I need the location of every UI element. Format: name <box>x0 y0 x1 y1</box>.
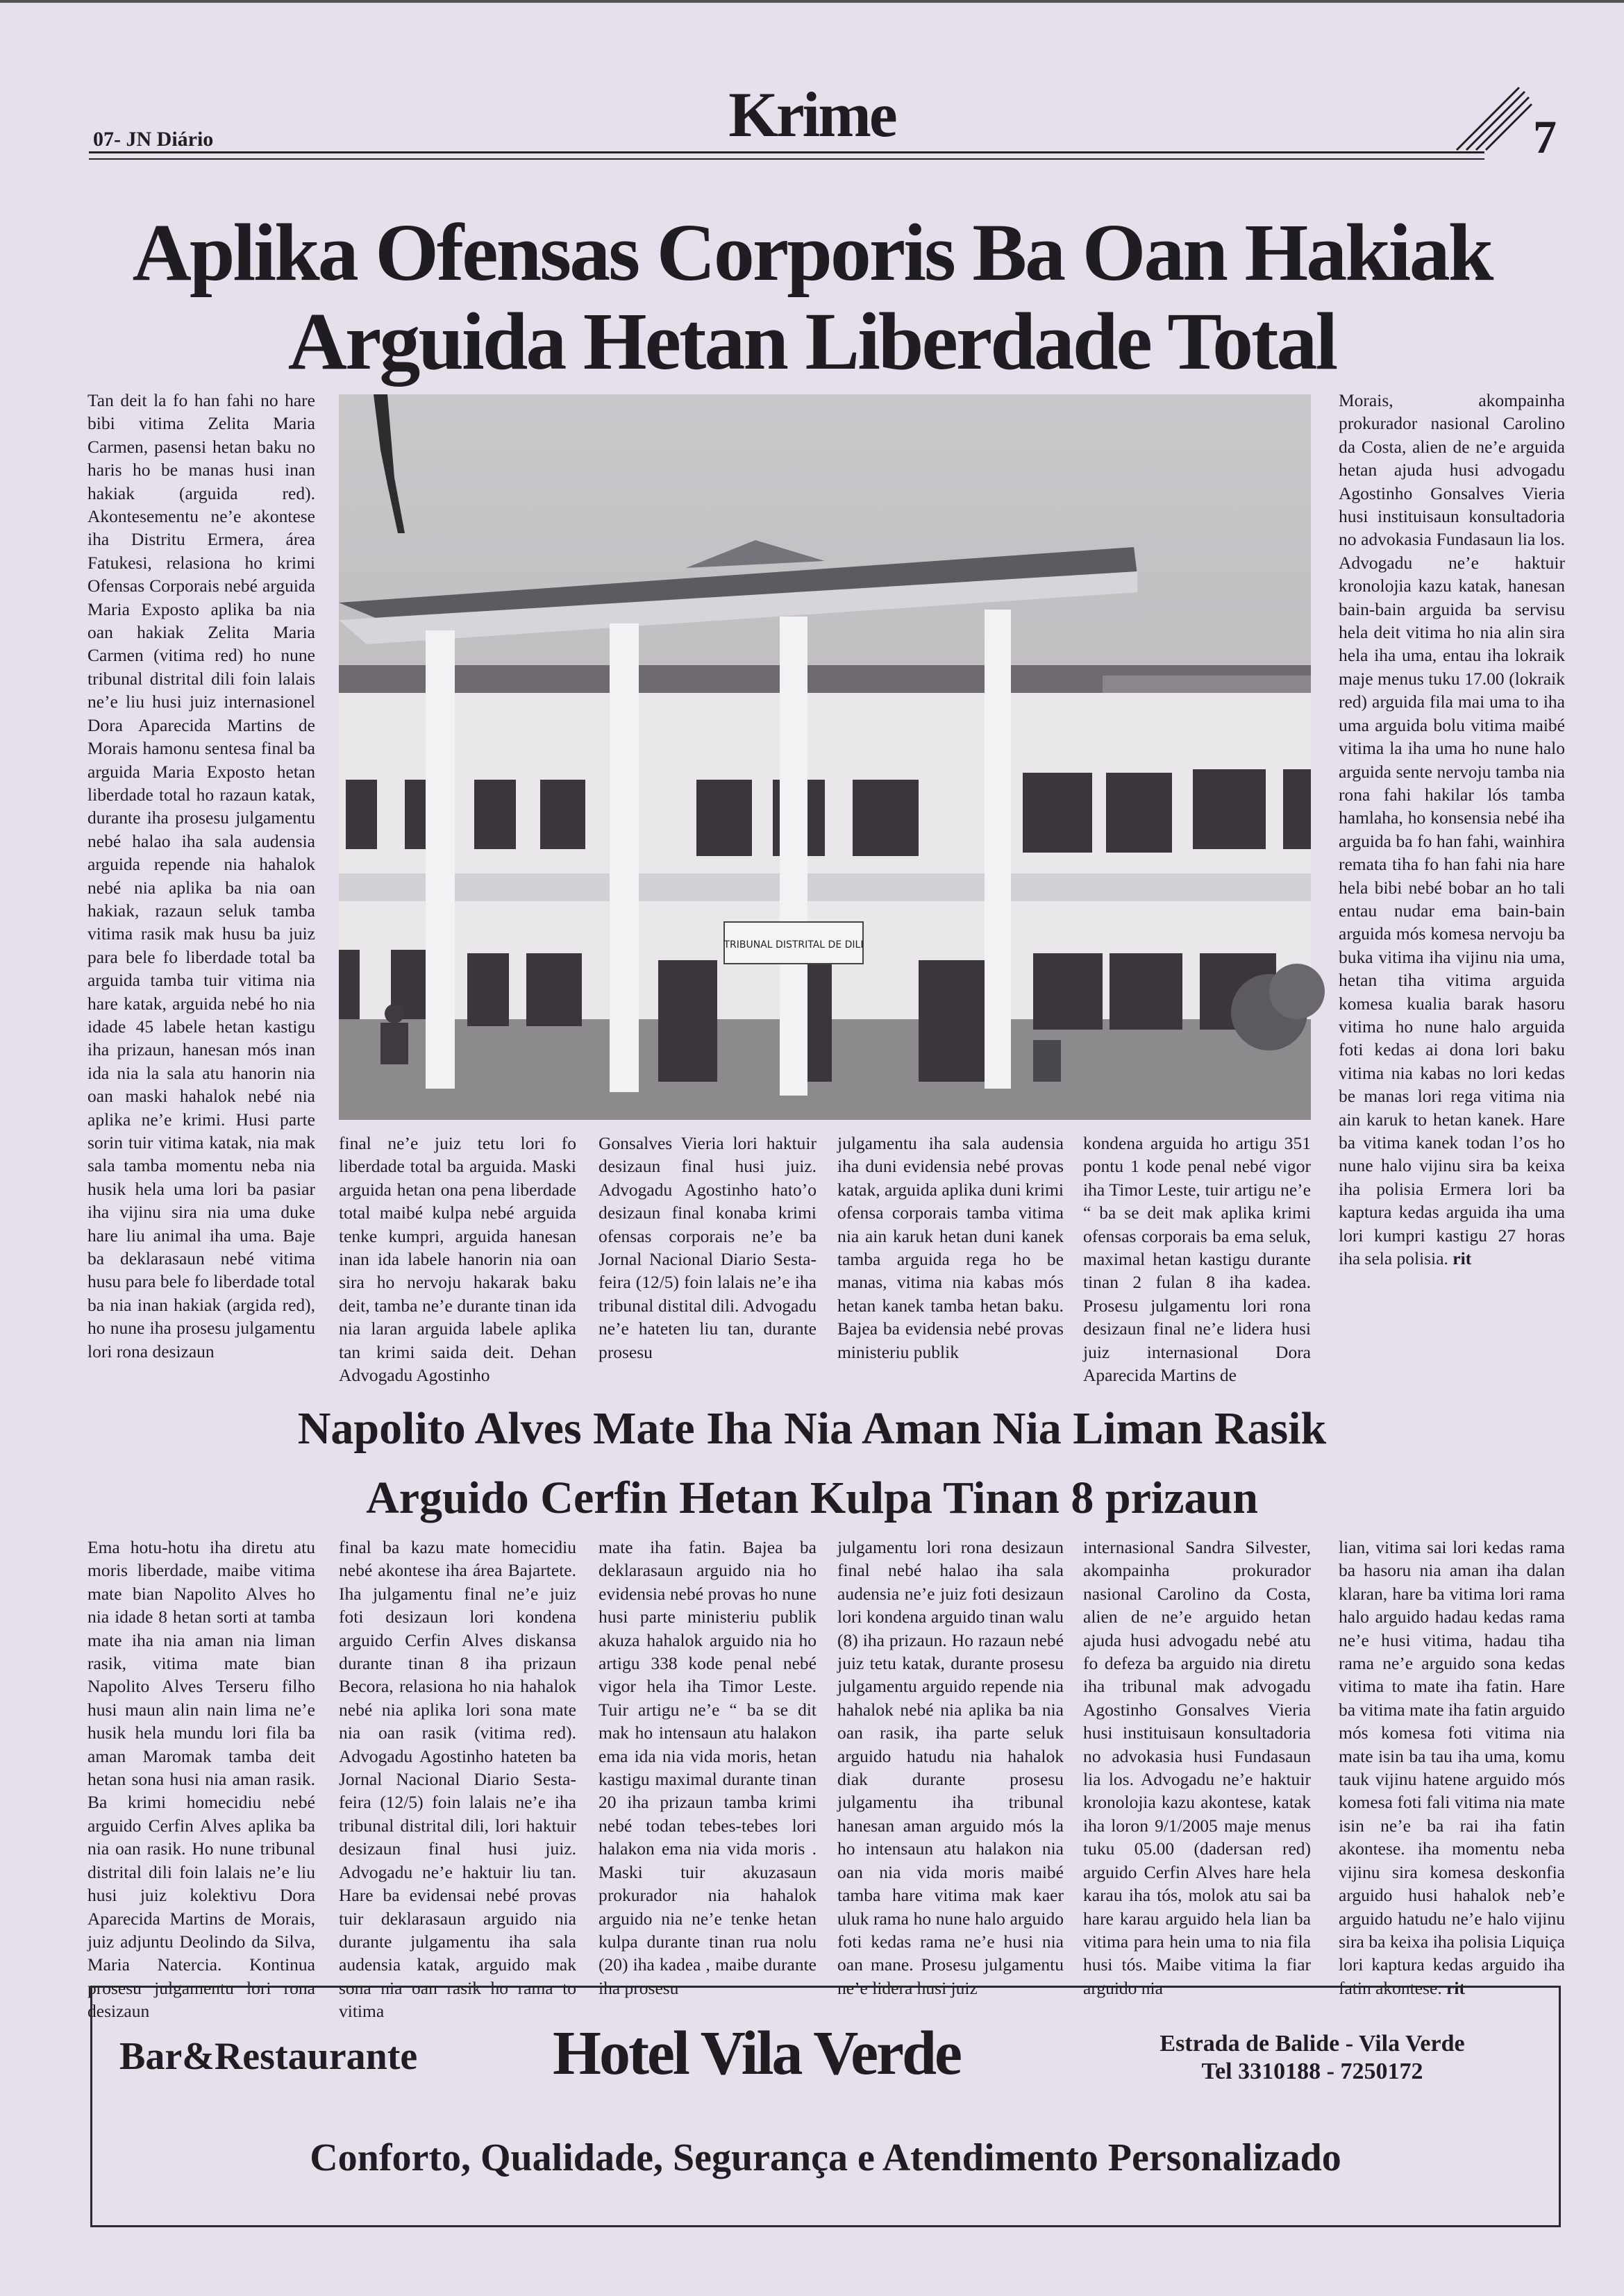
article2-headline-line1: Napolito Alves Mate Iha Nia Aman Nia Liman Rasik <box>297 1403 1327 1454</box>
article1-photo-court-building <box>339 394 1311 1120</box>
article1-signature: rit <box>1453 1248 1472 1269</box>
article2-signature: rit <box>1446 1977 1465 1998</box>
ad-slogan: Conforto, Qualidade, Segurança e Atendimento Personalizado <box>310 2136 1341 2179</box>
article1-headline-line2: Arguida Hetan Liberdade Total <box>287 296 1337 387</box>
article1-column-2: final ne’e juiz tetu lori fo liberdade total ba arguida. Maski arguida hetan ona pena liberdade total maibé kulpa nebé arguida tenke kumpri, arguida hanesan inan ida labele hanorin nia oan sira ho nervoju hakarak baku deit, tamba ne’e durante tinan ida nia laran arguida labele aplika tan krimi saida deit. Dehan Advogadu Agostinho <box>339 1133 576 1386</box>
ad-contact <box>1139 2030 1486 2086</box>
ad-phone: Tel 3310188 - 7250172 <box>1201 2059 1423 2084</box>
article2-column-2: final ba kazu mate homecidiu nebé akontese iha área Bajartete. Iha julgamentu final ne’e juiz foti desizaun lori kondena arguido Cerfin Alves diskansa durante tinan 8 iha prizaun Becora, relasiona ho nia hahalok nebé nia aplika lori sona mate nia oan rasik (vitima red). Advogadu Agostinho hateten ba Jornal Nacional Diario Sesta-feira (12/5) foin lalais ne’e iha tribunal distrital dili, lori haktuir desizaun final husi juiz. Advogadu ne’e haktuir liu tan. Hare ba evidensai nebé provas tuir deklarasaun arguido nia durante julgamentu iha sala audensia katak, arguido mak sona nia oan rasik ho rama to vitima <box>339 1537 576 2022</box>
article2-column-6 <box>1339 1536 1565 1998</box>
top-border <box>0 0 1624 3</box>
article1-headline-line1: Aplika Ofensas Corporis Ba Oan Hakiak <box>132 207 1492 298</box>
article2-column-1: Ema hotu-hotu iha diretu atu moris liberdade, maibe vitima mate bian Napolito Alves ho nia idade 8 hetan sorti at tamba mate iha nia aman nia liman rasik, vitima mate bian Napolito Alves Terseru filho husi maun alin nain lima ne’e husik hela mundu lori fila ba aman Maromak tamba deit hetan sona husi nia aman rasik. Ba krimi homecidiu nebé arguido Cerfin Alves aplika ba nia oan rasik. Ho nune tribunal distrital dili foin lalais ne’e liu husi juiz kolektivu Dora Aparecida Martins de Morais, juiz adjuntu Deolindo da Silva, Maria Natercia. Kontinua prosesu julgamentu lori rona desizaun <box>87 1537 315 2022</box>
article1-column-5: kondena arguida ho artigu 351 pontu 1 kode penal nebé vigor iha Timor Leste, tuir artigu ne’e “ ba se deit mak aplika krimi ofensas corporais ba ema seluk, maximal hetan kastigu durante tinan 2 fulan 8 iha kadea. Prosesu julgamentu lori rona desizaun final ne’e lidera husi juiz internasional Dora Aparecida Martins de <box>1083 1133 1311 1386</box>
article2-column-3: mate iha fatin. Bajea ba deklarasaun arguido nia ho evidensia nebé provas ho nune husi parte ministeriu publik akuza hahalok arguido nia ho artigu 338 kode penal nebé vigor hela iha Timor Leste. Tuir artigu ne’e “ ba se dit mak ho intensaun atu halakon ema ida nia vida moris, hetan kastigu maximal durante tinan 20 iha prizaun tamba krimi nebé todan tebes-tebes lori halakon ema nia vida moris . Maski tuir akuzasaun prokurador nia hahalok arguido nia ne’e tenke hetan kulpa durante tinan rua nolu (20) iha kadea , maibe durante iha prosesu <box>598 1537 817 1998</box>
article2-column-4: julgamentu lori rona desizaun final nebé halao iha sala audensia ne’e juiz foti desizaun lori kondena arguido tinan walu (8) iha prizaun. Ho razaun nebé juiz tetu katak, durante prosesu julgamentu arguido repende nia hahalok nebé nia aplika ba nia oan rasik, iha parte seluk arguido hatudu nia hahalok diak durante prosesu julgamentu iha tribunal hanesan aman arguido mós la ho intensaun atu halakon nia oan nia vida moris maibé tamba hare vitima mak kaer uluk rama ho nune halo arguido foti kedas rama ne’e husi nia oan mane. Prosesu julgamentu ne’e lidera husi juiz <box>837 1537 1064 1998</box>
ad-bar-restaurant-label: Bar&Restaurante <box>119 2035 418 2078</box>
header-slash-ornament <box>1450 81 1533 157</box>
article1-column-6 <box>1339 389 1565 1389</box>
ad-hotel-name: Hotel Vila Verde <box>553 2019 960 2088</box>
page-number: 7 <box>1533 110 1557 163</box>
article1-column-3: Gonsalves Vieria lori haktuir desizaun final husi juiz. Advogadu Agostinho hato’o desizaun final konaba krimi ofensas corporais ne’e ba Jornal Nacional Diario Sesta-feira (12/5) foin lalais ne’e iha tribunal distital dili. Advogadu ne’e hateten liu tan, durante prosesu <box>598 1133 817 1362</box>
article2-column-5: internasional Sandra Silvester, akompainha prokurador nasional Carolino da Costa, alien de ne’e arguido hetan ajuda husi advogadu nebé atu fo defeza ba arguido nia diretu iha tribunal mak advogadu Agostinho Gonsalves Vieria husi instituisaun konsultadoria no advokasia husi Fundasaun lia los. Advogadu ne’e haktuir kronolojia kazu akontese, katak iha loron 9/1/2005 maje menus tuku 05.00 (dadersan red) arguido Cerfin Alves hare hela karau iha tós, molok atu sai ba hare karau arguido hela lian ba vitima para hein uma to nia fila husi tós. Maibe vitima la fiar arguido nia <box>1083 1537 1311 1998</box>
article1-column-4: julgamentu iha sala audensia iha duni evidensia nebé provas katak, arguida aplika duni krimi ofensa corporais tamba vitima nia ain karuk hetan duni kanek tamba arguida rega ho be manas, vitima nia kabas mós hetan kanek tamba hetan baku. Bajea ba evidensia nebé provas ministeriu publik <box>837 1133 1064 1362</box>
article1-column-1: Tan deit la fo han fahi no hare bibi vitima Zelita Maria Carmen, pasensi hetan baku no haris ho be manas husi inan hakiak (arguida red). Akontesementu ne’e akontese iha Distritu Ermera, área Fatukesi, relasiona ho krimi Ofensas Corporais nebé arguida Maria Exposto aplika ba nia oan hakiak Zelita Maria Carmen (vitima red) ho nune tribunal distrital dili foin lalais ne’e liu husi juiz internasionel Dora Aparecida Martins de Morais hamonu sentesa final ba arguida Maria Exposto hetan liberdade total ho razaun katak, durante iha prosesu julgamentu nebé halao iha sala audensia arguida repende nia hahalok nebé nia aplika ba nia oan hakiak, razaun seluk tamba vitima rasik mak husu ba juiz para bele fo liberdade total ba arguida tamba tuir vitima nia hare katak, arguida nebé ho nia idade 45 labele hetan kastigu iha prizaun, hanesan mós inan ida nia la sala atu hanorin nia oan maski hahalok nebé nia aplika ne’e krimi. Husi parte sorin tuir vitima katak, nia mak sala tamba momentu neba nia husik hela uma lori ba pasiar iha vijinu sira nia uma duke hare liu animal iha uma. Baje ba deklarasaun nebé vitima husu para bele fo liberdade total ba nia inan hakiak (argida red), ho nune iha prosesu julgamentu lori rona desizaun <box>87 390 315 1361</box>
article2-column-6-text: lian, vitima sai lori kedas rama ba hasoru nia aman iha dalan klaran, hare ba vitima lori rama halo arguido hadau kedas rama ne’e husi vitima, hadau tiha rama ne’e arguido sona kedas vitima to mate iha fatin. Hare ba vitima mate iha fatin arguido mós komesa foti vitima nia mate isin ba tau iha uma, komu tauk vijinu hatene arguido mós komesa foti fali vitima nia mate isin ne’e ba rai iha fatin akontese. iha momentu neba vijinu sira komesa deskonfia arguido husi hahalok neb’e arguido hatudu ne’e halo vijinu sira ba keixa iha polisia Liquiça lori kaptura kedas arguido iha fatin akontese. <box>1339 1537 1565 1998</box>
newspaper-page-label: 07- JN Diário <box>93 128 214 151</box>
article1-column-6-text: Morais, akompainha prokurador nasional Carolino da Costa, alien de ne’e arguida hetan ajuda husi advogadu Agostinho Gonsalves Vieria husi instituisaun konsultadoria no advokasia Fundasaun lia los. Advogadu ne’e haktuir kronolojia kazu katak, hanesan bain-bain arguida ba servisu hela deit vitima ho nia alin sira hela iha uma, entau iha lokraik maje menus tuku 17.00 (lokraik red) arguida fila mai uma to iha uma arguida bolu vitima maibé vitima la iha uma ho nune halo arguida sente nervoju tamba nia rona fahi hakilar lós tamba hamlaha, ho konsensia nebé iha arguida ba fo han fahi, wainhira remata tiha fo han fahi nia hare hela bibi nebé bobar an ho tali entau nudar ema bain-bain arguida mós komesa nervoju ba buka vitima iha vijinu nia uma, hetan tiha vitima arguida komesa kualia barak hasoru vitima ho nune halo arguida foti kedas ai dona lori baku vitima nia kabas no lori kedas be manas lori rega vitima nia ain karuk to hetan kanek. Hare ba vitima kanek todan l’os ho nune halo vijinu sira ba keixa iha polisia Ermera lori ba kaptura kedas arguida iha uma lori kumpri kastigu 27 horas iha sela polisia. <box>1339 390 1565 1269</box>
ad-address: Estrada de Balide - Vila Verde <box>1160 2031 1465 2056</box>
header-rule-secondary <box>89 158 1484 160</box>
header-rule <box>89 151 1484 153</box>
photo-sign-label: TRIBUNAL DISTRITAL DE DILI <box>723 939 864 950</box>
article2-headline-line2: Arguido Cerfin Hetan Kulpa Tinan 8 prizaun <box>366 1473 1258 1523</box>
section-title: Krime <box>728 79 896 150</box>
